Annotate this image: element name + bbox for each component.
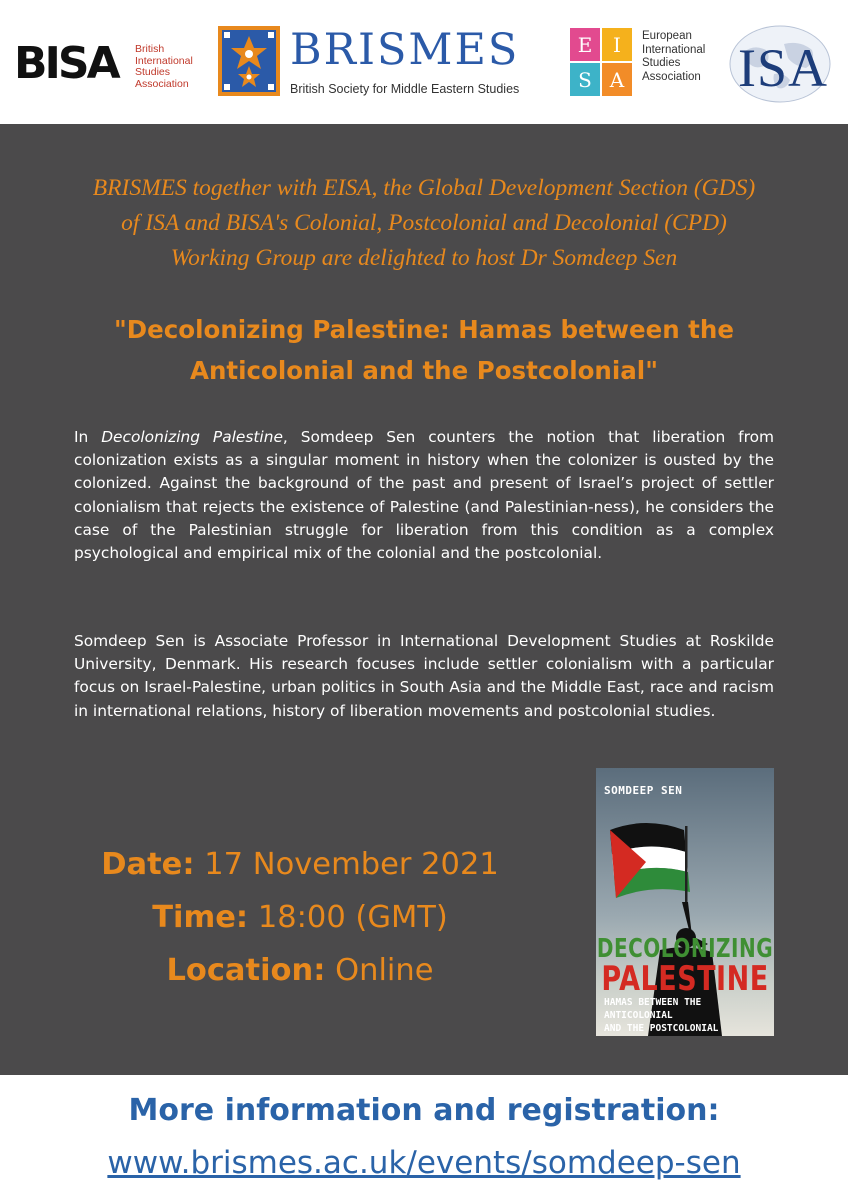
eisa-letter-grid-icon <box>570 28 632 96</box>
eisa-letter: E <box>577 33 593 57</box>
logo-bar <box>0 0 848 124</box>
book-title-italic: Decolonizing Palestine <box>101 428 283 446</box>
event-registration-link[interactable]: www.brismes.ac.uk/events/somdeep-sen <box>107 1145 741 1181</box>
isa-logo <box>724 22 836 106</box>
book-title-line-1: DECOLONIZING <box>596 932 774 964</box>
bio-paragraph: Somdeep Sen is Associate Professor in International Development Studies at Roskilde University, Denmark. His research focuses include settler colonialism with a particular focus on Israel-Palestine, urban politics in South Asia and the Middle East, race and racism in international relations, history of liberation movements and postcolonial studies. <box>74 632 774 720</box>
bisa-subtitle-line: International <box>135 54 193 67</box>
bisa-subtitle-line: Association <box>135 77 189 90</box>
isa-logo-mark: ISA <box>738 38 829 98</box>
book-subtitle <box>604 996 769 1035</box>
eisa-subtitle-line: International <box>642 43 706 56</box>
bisa-logo-mark: BISA <box>14 38 118 89</box>
eisa-letter: S <box>578 68 592 92</box>
bisa-logo <box>14 38 204 94</box>
footer <box>0 1075 848 1200</box>
eisa-logo <box>570 28 710 98</box>
brismes-logo-subtitle: British Society for Middle Eastern Studies <box>290 82 520 96</box>
talk-title-line: Anticolonial and the Postcolonial" <box>190 356 658 385</box>
abstract-prefix: In <box>74 428 102 446</box>
date-label: Date: <box>101 847 195 882</box>
talk-title-line: "Decolonizing Palestine: Hamas between the <box>114 315 734 344</box>
talk-title <box>20 309 828 391</box>
date-value: 17 November 2021 <box>204 847 499 882</box>
brismes-logo <box>218 24 558 104</box>
intro-line: BRISMES together with EISA, the Global Development Section (GDS) <box>92 175 756 201</box>
event-details <box>40 838 560 997</box>
eisa-subtitle-line: European <box>642 30 692 42</box>
book-title-line-2: PALESTINE <box>601 960 769 999</box>
time-label: Time: <box>152 900 249 935</box>
bisa-logo-subtitle <box>135 44 205 90</box>
brismes-logo-mark: BRISMES <box>290 25 520 75</box>
registration-heading: More information and registration: <box>128 1093 720 1128</box>
book-author: SOMDEEP SEN <box>604 784 683 797</box>
eisa-logo-subtitle <box>642 30 712 84</box>
intro-text <box>40 171 808 276</box>
eisa-subtitle-line: Association <box>642 70 701 83</box>
brismes-star-pattern-icon <box>218 26 280 96</box>
book-cover <box>596 768 774 1036</box>
eisa-subtitle-line: Studies <box>642 57 681 69</box>
abstract-paragraph <box>74 426 774 565</box>
bisa-subtitle-line: Studies <box>135 66 171 78</box>
eisa-letter: I <box>613 33 621 57</box>
book-subtitle-line: AND THE POSTCOLONIAL <box>604 1023 719 1034</box>
date-line <box>40 838 560 891</box>
book-subtitle-line: HAMAS BETWEEN THE ANTICOLONIAL <box>604 997 702 1021</box>
time-line <box>40 891 560 944</box>
abstract-text: , Somdeep Sen counters the notion that liberation from colonization exists as a singular moment in history when the colonizer is ousted by the colonized. Against the background of the past and present of Israel’s project of settler colonialism that rejects the existence of Palestine (and Palestinian-ness), he considers the case of the Palestinian struggle for liberation from this condition as a complex psychological and empirical mix of the colonial and the postcolonial. <box>74 428 774 563</box>
intro-line: Working Group are delighted to host Dr Somdeep Sen <box>170 245 678 271</box>
location-value: Online <box>335 953 434 988</box>
intro-line: of ISA and BISA's Colonial, Postcolonial and Decolonial (CPD) <box>121 210 727 236</box>
eisa-letter: A <box>609 68 625 92</box>
time-value: 18:00 (GMT) <box>257 900 448 935</box>
location-label: Location: <box>166 953 326 988</box>
bisa-subtitle-line: British <box>135 43 165 55</box>
location-line <box>40 944 560 997</box>
main-panel <box>0 124 848 1075</box>
